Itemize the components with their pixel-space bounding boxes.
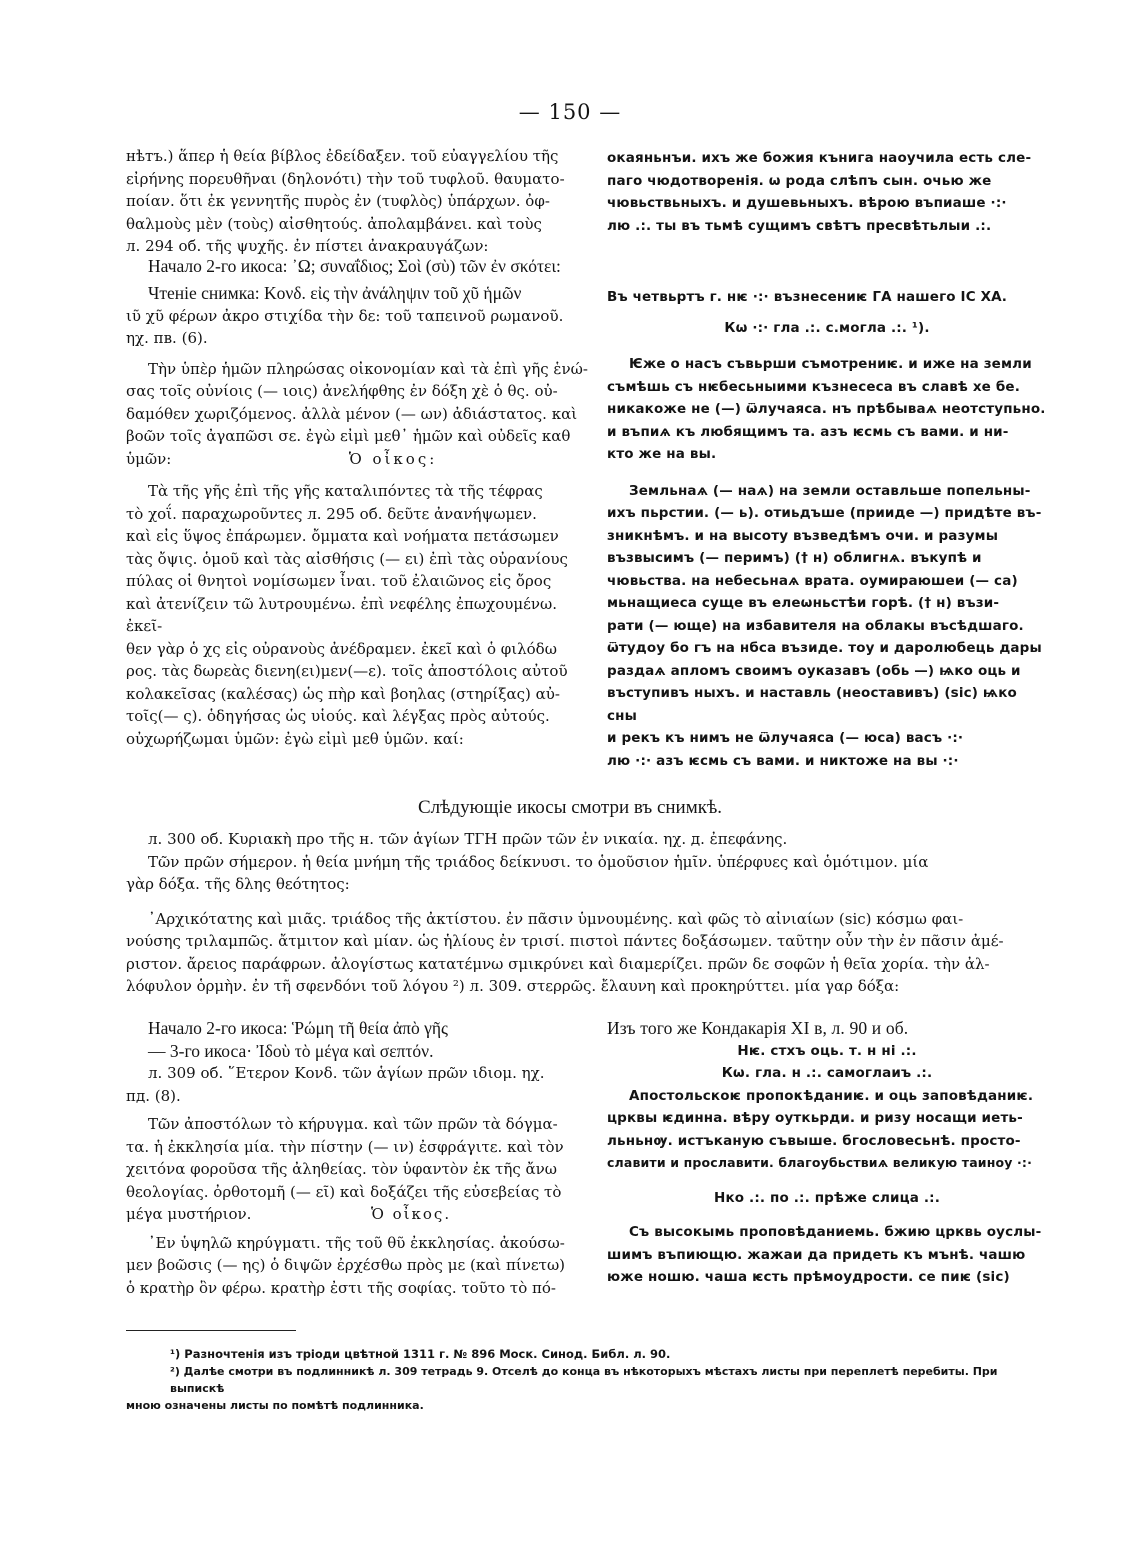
text-line: чювьствьныхъ. и душевьныхъ. вѣрою въпиаше ·:· [607,195,1007,211]
text-line: лю ·:· азъ ѥсмь съ вами. и никтоже на вы ·:· [607,752,959,769]
text-line: θεν γὰρ ὁ χς εἰς οὐρανοὺς ἀνέδραμεν. ἐκεῖ καὶ ὁ φιλόδω [126,639,557,658]
text-line: Τὴν ὑπὲρ ἡμῶν πληρώσας οἰκονομίαν καὶ τὰ ἐπὶ γῆς ἑνώ- [148,359,588,378]
text-line: юже ношю. чаша ѥсть прѣмоудрости. се пиѥ (sic) [607,1269,1010,1285]
text-line: рати (— юще) на избавителя на облакы въсѣдшаго. [607,617,1024,634]
text-fragment: ὑμῶν: [126,449,172,468]
text-line: ѿтудоу бо гъ на нбса възиде. тоу и даролюбець дары [607,640,1042,656]
text-line: ηχ. пв. (6). [126,329,208,347]
footnote-2: ²) Далѣе смотри въ подлинникѣ л. 309 тетрадь 9. Отселѣ до конца въ нѣкоторыхъ мѣстахъ листы при переплетѣ перебиты. При выпискѣ [170,1365,998,1395]
text-line: δαμόθεν χωριζόμενος. ἀλλὰ μένον (— ων) ἀδιάστατος. καὶ [126,404,578,423]
text-line: βοῶν τοῖς ἀγαπῶσι σε. ἐγὼ εἰμὶ μεθ᾽ ἡμῶν καὶ οὐδεῖς καθ [126,427,571,445]
text-line [126,1203,594,1226]
page-number: — 150 — [518,100,622,124]
text-fragment: μέγα μυστήριον. [126,1205,252,1223]
text-line: въступивъ ныхъ. и наставль (неоставивъ) (sic) ѩко сны [607,685,1017,724]
text-line: σας τοῖς οὐνίοις (— ιοις) ἀνελήφθης ἐν δόξη χὲ ὁ θς. οὐ- [126,382,558,400]
top-left-column [126,145,594,258]
text-line: ρος. τὰς δωρεὰς διενη(ει)μεν(—ε). τοῖς ἀποστόλοις αὐτοῦ [126,662,568,680]
text-line: τὰς ὄψις. ὁμοῦ καὶ τὰς αἰσθήσις (— ει) ἐπὶ τὰς οὐρανίους [126,549,568,568]
wide-text-block [126,828,1047,998]
text-line: лю .:. ты въ тьмѣ сущимъ свѣтъ пресвѣтьлыи .:. [607,217,992,234]
text-line: Τὰ τῆς γῆς ἐπὶ τῆς γῆς καταλιπόντες τὰ τῆς τέφρας [148,482,543,500]
reading-heading: Чтеніе снимка: Κονδ. εἰς τὴν ἀνάληψιν τοῦ χῦ ἡμῶν [148,283,522,303]
text-line: нѣтъ.) ἅπερ ἡ θεία βίβλος ἐδείδαξεν. τοῦ εὐαγγελίου τῆς [126,147,559,165]
middle-right-column [607,286,1047,772]
text-line: кто же на вы. [607,446,717,462]
middle-left-column [126,282,594,750]
text-line: паго чюдотворенія. ѡ рода слѣпъ сын. очью же [607,172,992,189]
text-line: никакоже не (—) ѿлучаяса. нъ прѣбываѧ неотступьно. [607,401,1046,417]
text-line: θεολογίας. ὀρθοτομῆ (— εῖ) καὶ δοξάζει τῆς εὐσεβείας τὸ [126,1182,562,1201]
text-line: льньнѹ. истъканую съвыше. бгословесьнѣ. просто- [607,1132,1021,1149]
text-line: Τῶν ἀποστόλων τὸ κήρυγμα. καὶ τῶν πρῶν τὰ δόγμα- [148,1115,558,1133]
text-line: οὐχωρήζωμαι ὑμῶν: ἐγὼ εἰμὶ μεθ ὑμῶν. καί: [126,729,464,748]
text-line: шимъ въпиющю. жажаи да придеть къ мънѣ. чашю [607,1246,1026,1263]
text-line: πύλας οἱ θνητοὶ νομίσωμεν ἶναι. τοῦ ἐλαιῶνος εἰς ὄρος [126,572,552,590]
bottom-left-column [126,1017,594,1299]
text-line: л. 309 об. ῞Ετερον Κονδ. τῶν ἁγίων πρῶν ιδιομ. ηχ. [148,1064,545,1082]
text-line: Земльнаѧ (— наѧ) на земли оставльше попельны- [629,482,1031,499]
text-line: зникнѣмъ. и на высоту възведѣмъ очи. и разумы [607,527,999,544]
section-heading: Слѣдующіе икосы смотри въ снимкѣ. [417,797,723,818]
oikos-label: Ὁ οἶκος. [370,1205,452,1223]
text-line: ὁ κρατὴρ ὃν φέρω. κρατὴρ ἐστι τῆς σοφίας. τοῦτο τὸ πό- [126,1278,556,1297]
text-line: θαλμοὺς μὲν (τοὺς) αἰσθητούς. ἀπολαμβάνει. καὶ τοὺς [126,214,542,233]
text-line: ихъ пьрстии. (— ь). отиьдъше (прииде —) придѣте въ- [607,505,1042,521]
text-line: λόφυλον ὁρμὴν. ἐν τῆ σφενδόνι τοῦ λόγου ²) л. 309. στερρῶς. ἔλαυνη καὶ προκηρύττει. μία γαρ δόξα: [126,977,900,995]
text-line: τὸ χοΐ. παραχωροῦντες л. 295 об. δεῦτε ἀνανήψωμεν. [126,504,537,523]
text-line: пд. (8). [126,1086,181,1105]
text-line: чювьства. на небесьнаѧ врата. оумираюшеи (— са) [607,572,1018,589]
text-line: и рекъ къ нимъ не ѿлучаяса (— юса) васъ ·:· [607,730,964,746]
text-line: л. 294 об. τῆς ψυχῆς. ἐν πίστει ἀνακραυγάζων: [126,237,489,255]
text-line: окаяньнъи. ихъ же божия кънига наоучила есть сле- [607,150,1032,166]
text-line: възвысимъ (— перимъ) († н) облигнѧ. въкупѣ и [607,550,982,566]
text-line: ριστον. ἄρειος παράφρων. ἀλογίστως κατατέμνω σμικρύνει καὶ διαμερίζει. πρῶν δε σοφῶν ἡ θεῖα χορία. τὴν ἀλ- [126,954,990,973]
text-line: съмѣшь съ нѥбесьныими къзнесеса въ славѣ хе бе. [607,378,1020,395]
footnote-divider [126,1330,296,1331]
bottom-right-column [607,1017,1047,1289]
source-heading: Изъ того же Кондакарія XI в, л. 90 и об. [607,1018,909,1038]
oikos-label: Ὁ οἶκος: [348,449,438,468]
text-line: л. 300 об. Κυριακὴ προ τῆς н. τῶν ἁγίων ТГН πρῶν τῶν ἐν νικαία. ηχ. д. ἐπεφάνης. [148,830,788,848]
text-line: ποίαν. ὅτι ἐκ γεννητῆς πυρὸς ἐν (τυφλὸς) ὑπάρχων. ὀφ- [126,192,550,210]
text-line: и въпиѧ къ любящимъ та. азъ ѥсмь съ вами. и ни- [607,423,1009,440]
text-line: Апостольскоѥ пропоκѣданиѥ. и оць заповѣданиѥ. [629,1087,1034,1104]
text-line: црквы ѥдинна. вѣру оуткьрди. и ризу носащи иеть- [607,1110,1023,1126]
text-line: νούσης τριλαμπῶς. ἄτμιτον καὶ μίαν. ὡς ἡλίους ἐν τρισί. πιστοὶ πάντες δοξάσωμεν. ταῦτην οὖν τὴν ἐν πᾶσιν ἀμέ- [126,932,1004,950]
text-line: мьнащиеса суще въ елеѡньстѣи горѣ. († н) възи- [607,595,1000,611]
text-line: Въ четвьртъ г. нѥ ·:· възнесениѥ ГА нашего IC ХА. [607,289,1008,305]
text-line: κολακεῖσας (καλέσας) ὡς πὴρ καὶ βοηλας (στηρίξας) αὐ- [126,684,560,703]
text-line: славити и прославити. благоубьствиѧ велиκую таиноу ·:· [607,1155,1032,1170]
ikos-start-line [148,255,1048,278]
text-line [126,448,594,471]
text-line: Съ высокымь проповѣданиемь. бжию црквь оуслы- [629,1224,1042,1240]
text-line: γὰρ δόξα. τῆς δλης θεότητος: [126,875,350,893]
text-line: раздаѧ апломъ своимъ оуказавъ (обь —) ѩко оць и [607,662,1021,679]
text-line: Кѡ ·:· гла .:. с.могла .:. ¹). [724,319,930,336]
text-line: Τῶν πρῶν σήμερον. ἡ θεία μνήμη τῆς τριάδος δείκνυσι. το ὁμοῦσιον ἡμῖν. ὑπέρφυες καὶ ὁμότιμον. μία [148,852,929,871]
text-line: ᾽Εν ὑψηλῶ κηρύγματι. τῆς τοῦ θῦ ἐκκλησίας. ἀκούσω- [148,1233,565,1252]
text-line: Нѥ. стхъ оць. т. н нi .:. [737,1042,917,1059]
top-right-column [607,147,1047,237]
text-line: καὶ εἰς ὕψος ἐπάρωμεν. ὄμματα καὶ νοήματα πετάσωμεν [126,527,559,545]
text-line: ιῦ χῦ φέρων ἀκρο στιχίδα τὴν δε: τοῦ ταπεινοῦ ρωμανοῦ. [126,306,564,325]
text-line: καὶ ἀτενίζειν τῶ λυτρουμένω. ἐπὶ νεφέλης ἐπωχουμένω. ἐκεῖ- [126,594,558,635]
text-line: Нко .:. по .:. прѣже слица .:. [714,1189,940,1206]
ikos-start-line: — 3-го икоса· Ἰδοὺ τὸ μέγα καὶ σεπτόν. [148,1040,434,1061]
text-line: μεν βοῶσις (— ης) ὁ διψῶν ἐρχέσθω πρὸς με (καὶ πίνετω) [126,1256,566,1274]
text-line: Кѡ. гла. н .:. самоглаиъ .:. [721,1065,933,1081]
text-line: ᾽Αρχικότατης καὶ μιᾶς. τριάδος τῆς ἀκτίστου. ἐν πᾶσιν ὑμνουμένης. καὶ φῶς τὸ αἰνιαίων (sic) κόσμω φαι- [148,909,964,928]
text-line: τοῖς(— ς). ὁδηγήσας ὡς υἱούς. καὶ λέγξας πρὸς αὐτούς. [126,707,550,725]
footnote-2-continued: мною означены листы по помѣтѣ подлинника. [126,1399,424,1412]
text-line: εἰρήνης πορευθῆναι (δηλονότι) τὴν τοῦ τυφλοῦ. θαυματο- [126,169,565,188]
text-line: χειτόνα φοροῦσα τῆς ἀληθείας. τὸν ὑφαντὸν ἐκ τῆς ἄνω [126,1160,557,1178]
footnotes [126,1346,1047,1414]
text-line: Начало 2-го икоса: ᾽Ω; συναΐδιος; Σοὶ (σὺ) τῶν ἐν σκότει: [148,256,561,276]
footnote-1: ¹) Разночтенія изъ тріоди цвѣтной 1311 г. № 896 Моск. Синод. Библ. л. 90. [170,1347,671,1361]
ikos-start-line: Начало 2-го икоса: Ῥώμη τῆ θεία ἀπὸ γῆς [148,1018,448,1038]
text-line: Ѥже о насъ съвьрши съмотрениѥ. и иже на земли [629,356,1032,372]
text-line: τα. ἡ ἐκκλησία μία. τὴν πίστην (— ιν) ἐσφράγιτε. καὶ τὸν [126,1137,564,1156]
